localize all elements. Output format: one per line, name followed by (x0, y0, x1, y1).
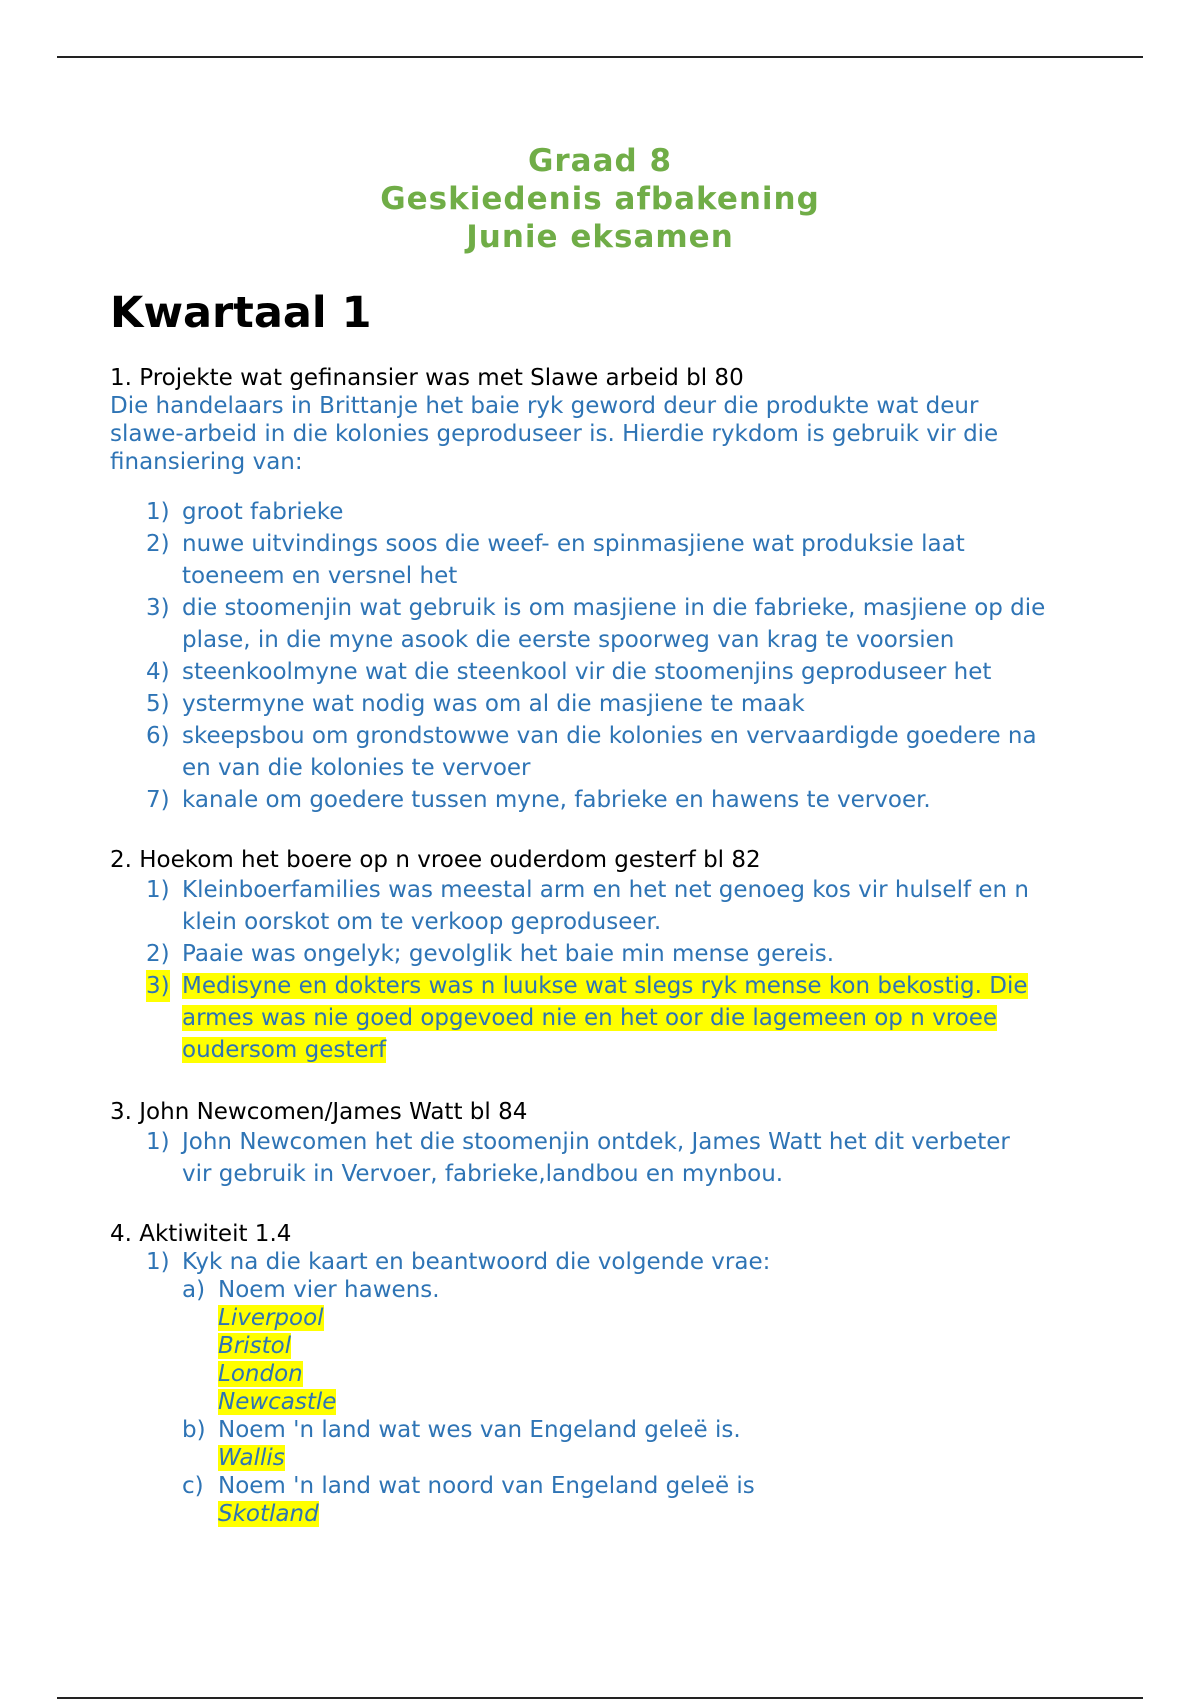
list-item: 3) die stoomenjin wat gebruik is om masjiene in die fabrieke, masjiene op die plase, in die myne asook die eerste spoorweg van krag te voorsien (146, 595, 1046, 653)
answer: Wallis (218, 1445, 285, 1471)
list-item: 1) groot fabrieke (146, 499, 344, 525)
bottom-rule (57, 1697, 1143, 1699)
title-line-2: Geskiedenis afbakening (380, 181, 820, 217)
list-item: 2) nuwe uitvindings soos die weef- en spinmasjiene wat produksie laat toeneem en versnel het (146, 531, 965, 589)
question-3-list (110, 1126, 1120, 1190)
answer: Liverpool (218, 1305, 324, 1331)
answer: Bristol (218, 1333, 292, 1359)
intro-line: Die handelaars in Brittanje het baie ryk geword deur die produkte wat deur (110, 393, 979, 419)
sub-question-c: c) Noem 'n land wat noord van Engeland geleë is (182, 1473, 755, 1499)
list-item: 6) skeepsbou om grondstowwe van die kolonies en vervaardigde goedere na en van die kolonies te vervoer (146, 723, 1037, 781)
document-title (0, 142, 1200, 256)
title-line-1: Graad 8 (527, 143, 673, 179)
top-rule (57, 56, 1143, 58)
question-1 (110, 364, 1120, 816)
sub-question-a: a) Noem vier hawens. (182, 1277, 440, 1303)
question-4-title: 4. Aktiwiteit 1.4 (110, 1221, 292, 1247)
title-line-3: Junie eksamen (466, 219, 734, 255)
answer: Skotland (218, 1501, 319, 1527)
list-item-highlighted: 3) Medisyne en dokters was n luukse wat slegs ryk mense kon bekostig. Die armes was nie goed opgevoed nie en het oor die lagemeen op n vroee oudersom gesterf (110, 970, 1120, 1066)
section-heading: Kwartaal 1 (110, 288, 372, 338)
question-3 (110, 1098, 1120, 1190)
list-item: 1) Kleinboerfamilies was meestal arm en het net genoeg kos vir hulself en n klein oorskot om te verkoop geproduseer. (146, 877, 1029, 935)
question-3-title: 3. John Newcomen/James Watt bl 84 (110, 1099, 528, 1125)
list-item: 5) ystermyne wat nodig was om al die masjiene te maak (146, 691, 805, 717)
question-1-list (110, 496, 1120, 816)
question-2 (110, 846, 1120, 1066)
question-4 (110, 1220, 1120, 1528)
list-item: 4) steenkoolmyne wat die steenkool vir die stoomenjins geproduseer het (146, 659, 992, 685)
intro-line: slawe-arbeid in die kolonies geproduseer is. Hierdie rykdom is gebruik vir die (110, 421, 999, 447)
question-2-list (110, 874, 1120, 1066)
question-1-title: 1. Projekte wat gefinansier was met Slawe arbeid bl 80 (110, 365, 744, 391)
answer: Newcastle (218, 1389, 337, 1415)
question-2-title: 2. Hoekom het boere op n vroee ouderdom gesterf bl 82 (110, 847, 761, 873)
document-body (110, 364, 1120, 1528)
question-1-intro (110, 392, 1120, 476)
list-item: 2) Paaie was ongelyk; gevolglik het baie min mense gereis. (146, 941, 835, 967)
intro-line: finansiering van: (110, 449, 303, 475)
question-4-item: 1) Kyk na die kaart en beantwoord die volgende vrae: (146, 1249, 771, 1275)
answer: London (218, 1361, 303, 1387)
list-item: 7) kanale om goedere tussen myne, fabrieke en hawens te vervoer. (146, 787, 931, 813)
list-item: 1) John Newcomen het die stoomenjin ontdek, James Watt het dit verbeter vir gebruik in Vervoer, fabrieke,landbou en mynbou. (146, 1129, 1010, 1187)
sub-question-b: b) Noem 'n land wat wes van Engeland geleë is. (182, 1417, 741, 1443)
